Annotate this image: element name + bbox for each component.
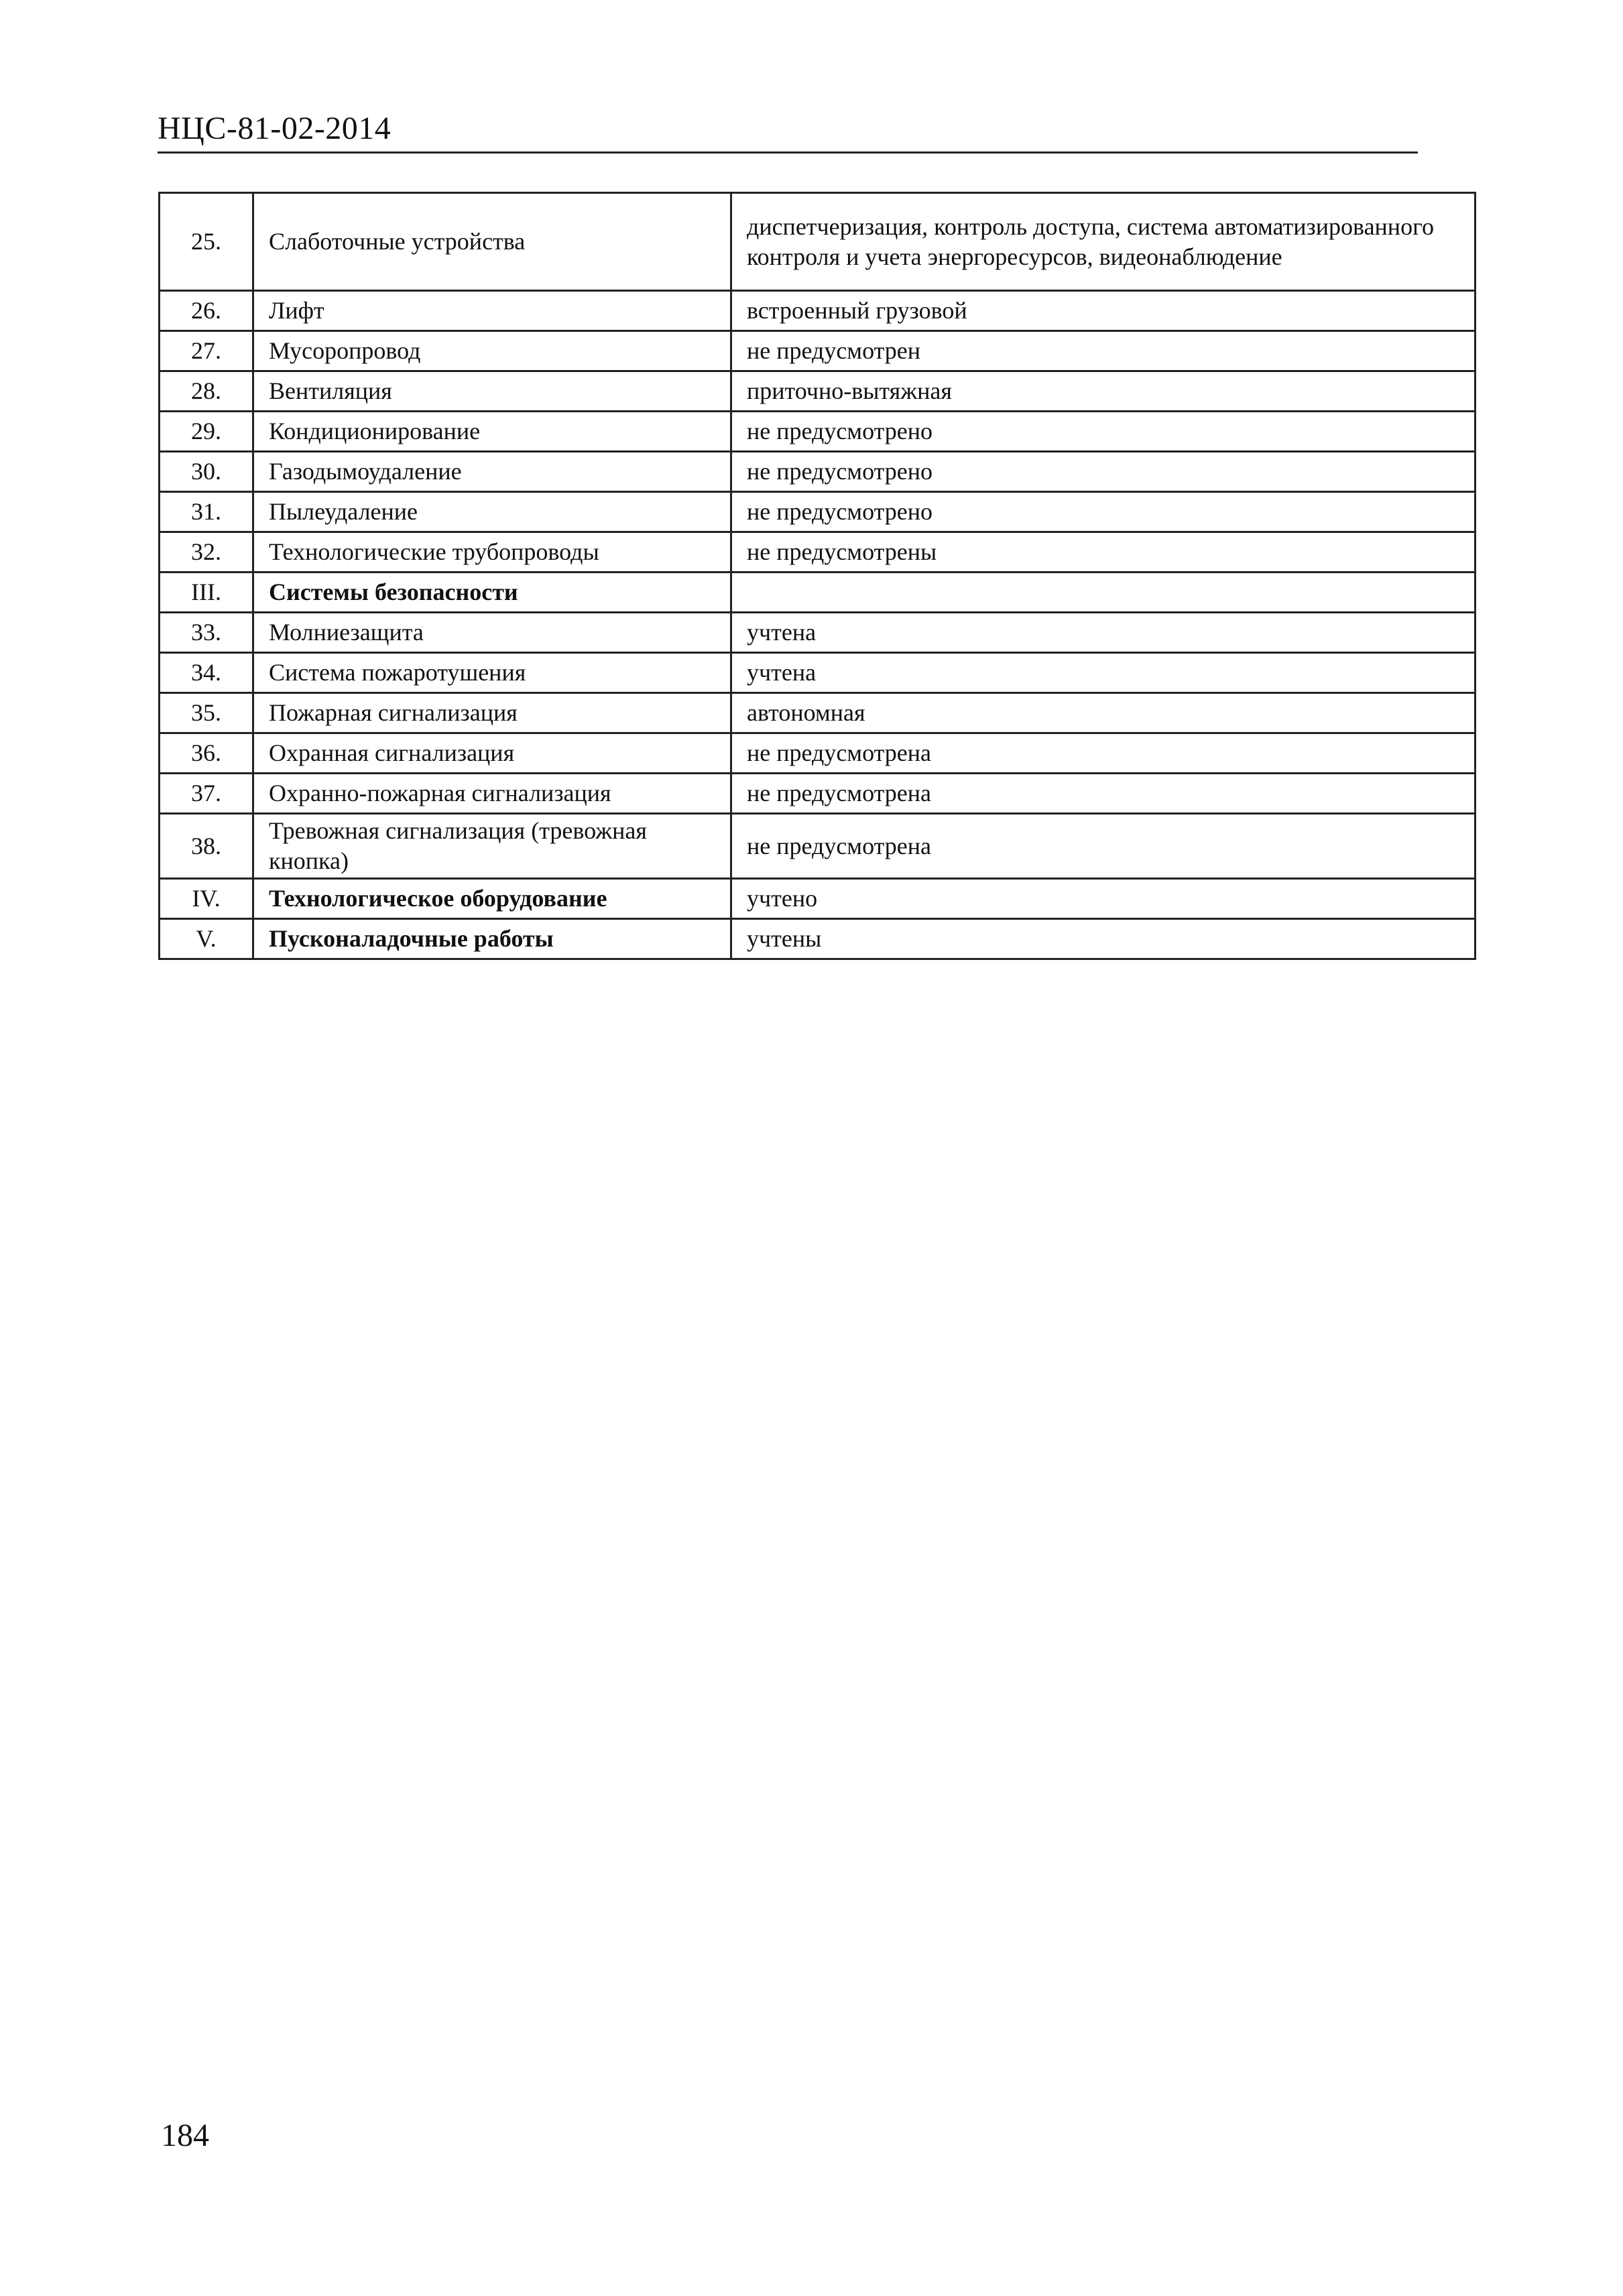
specification-table <box>158 192 1476 960</box>
row-number: 37. <box>160 774 253 814</box>
table-row <box>160 733 1476 774</box>
row-number: 36. <box>160 733 253 774</box>
row-number: 38. <box>160 814 253 879</box>
row-value: встроенный грузовой <box>731 291 1476 331</box>
table-row <box>160 653 1476 693</box>
row-value: не предусмотрено <box>731 452 1476 492</box>
table-row <box>160 452 1476 492</box>
row-name: Охранно-пожарная сигнализация <box>253 774 731 814</box>
row-number: 26. <box>160 291 253 331</box>
row-value: диспетчеризация, контроль доступа, система автоматизированного контроля и учета энергоресурсов, видеонаблюдение <box>731 193 1476 291</box>
section-row <box>160 919 1476 959</box>
row-name: Молниезащита <box>253 613 731 653</box>
section-row <box>160 879 1476 919</box>
row-number: 32. <box>160 532 253 572</box>
table-row <box>160 371 1476 412</box>
row-number: 28. <box>160 371 253 412</box>
row-number: 30. <box>160 452 253 492</box>
table-row <box>160 492 1476 532</box>
section-number: IV. <box>160 879 253 919</box>
row-value: учтена <box>731 613 1476 653</box>
table-row <box>160 774 1476 814</box>
row-name: Пожарная сигнализация <box>253 693 731 733</box>
table-row <box>160 814 1476 879</box>
section-title: Пусконаладочные работы <box>253 919 731 959</box>
row-value: не предусмотрены <box>731 532 1476 572</box>
table-row <box>160 613 1476 653</box>
row-name: Лифт <box>253 291 731 331</box>
row-number: 33. <box>160 613 253 653</box>
row-value: не предусмотрено <box>731 492 1476 532</box>
row-value: не предусмотрена <box>731 774 1476 814</box>
row-number: 31. <box>160 492 253 532</box>
row-name: Система пожаротушения <box>253 653 731 693</box>
row-value: автономная <box>731 693 1476 733</box>
row-name: Мусоропровод <box>253 331 731 371</box>
page-number: 184 <box>161 2118 209 2153</box>
section-number: V. <box>160 919 253 959</box>
section-row <box>160 572 1476 613</box>
section-number: III. <box>160 572 253 613</box>
row-name: Пылеудаление <box>253 492 731 532</box>
table-row <box>160 532 1476 572</box>
table-row <box>160 291 1476 331</box>
row-name: Газодымоудаление <box>253 452 731 492</box>
row-value <box>731 572 1476 613</box>
section-title: Технологическое оборудование <box>253 879 731 919</box>
section-title: Системы безопасности <box>253 572 731 613</box>
row-number: 25. <box>160 193 253 291</box>
table-row <box>160 412 1476 452</box>
row-number: 35. <box>160 693 253 733</box>
table-row <box>160 693 1476 733</box>
table-row <box>160 331 1476 371</box>
row-name: Вентиляция <box>253 371 731 412</box>
row-number: 34. <box>160 653 253 693</box>
row-name: Слаботочные устройства <box>253 193 731 291</box>
row-value: не предусмотрен <box>731 331 1476 371</box>
row-value: не предусмотрена <box>731 733 1476 774</box>
document-code: НЦС-81-02-2014 <box>158 111 392 146</box>
row-value: приточно-вытяжная <box>731 371 1476 412</box>
row-number: 27. <box>160 331 253 371</box>
header-rule <box>158 152 1418 154</box>
row-value: не предусмотрена <box>731 814 1476 879</box>
row-value: не предусмотрено <box>731 412 1476 452</box>
row-value: учтены <box>731 919 1476 959</box>
row-value: учтена <box>731 653 1476 693</box>
row-name: Охранная сигнализация <box>253 733 731 774</box>
table-row <box>160 193 1476 291</box>
row-name: Технологические трубопроводы <box>253 532 731 572</box>
row-name: Тревожная сигнализация (тревожная кнопка) <box>253 814 731 879</box>
row-number: 29. <box>160 412 253 452</box>
row-name: Кондиционирование <box>253 412 731 452</box>
row-value: учтено <box>731 879 1476 919</box>
